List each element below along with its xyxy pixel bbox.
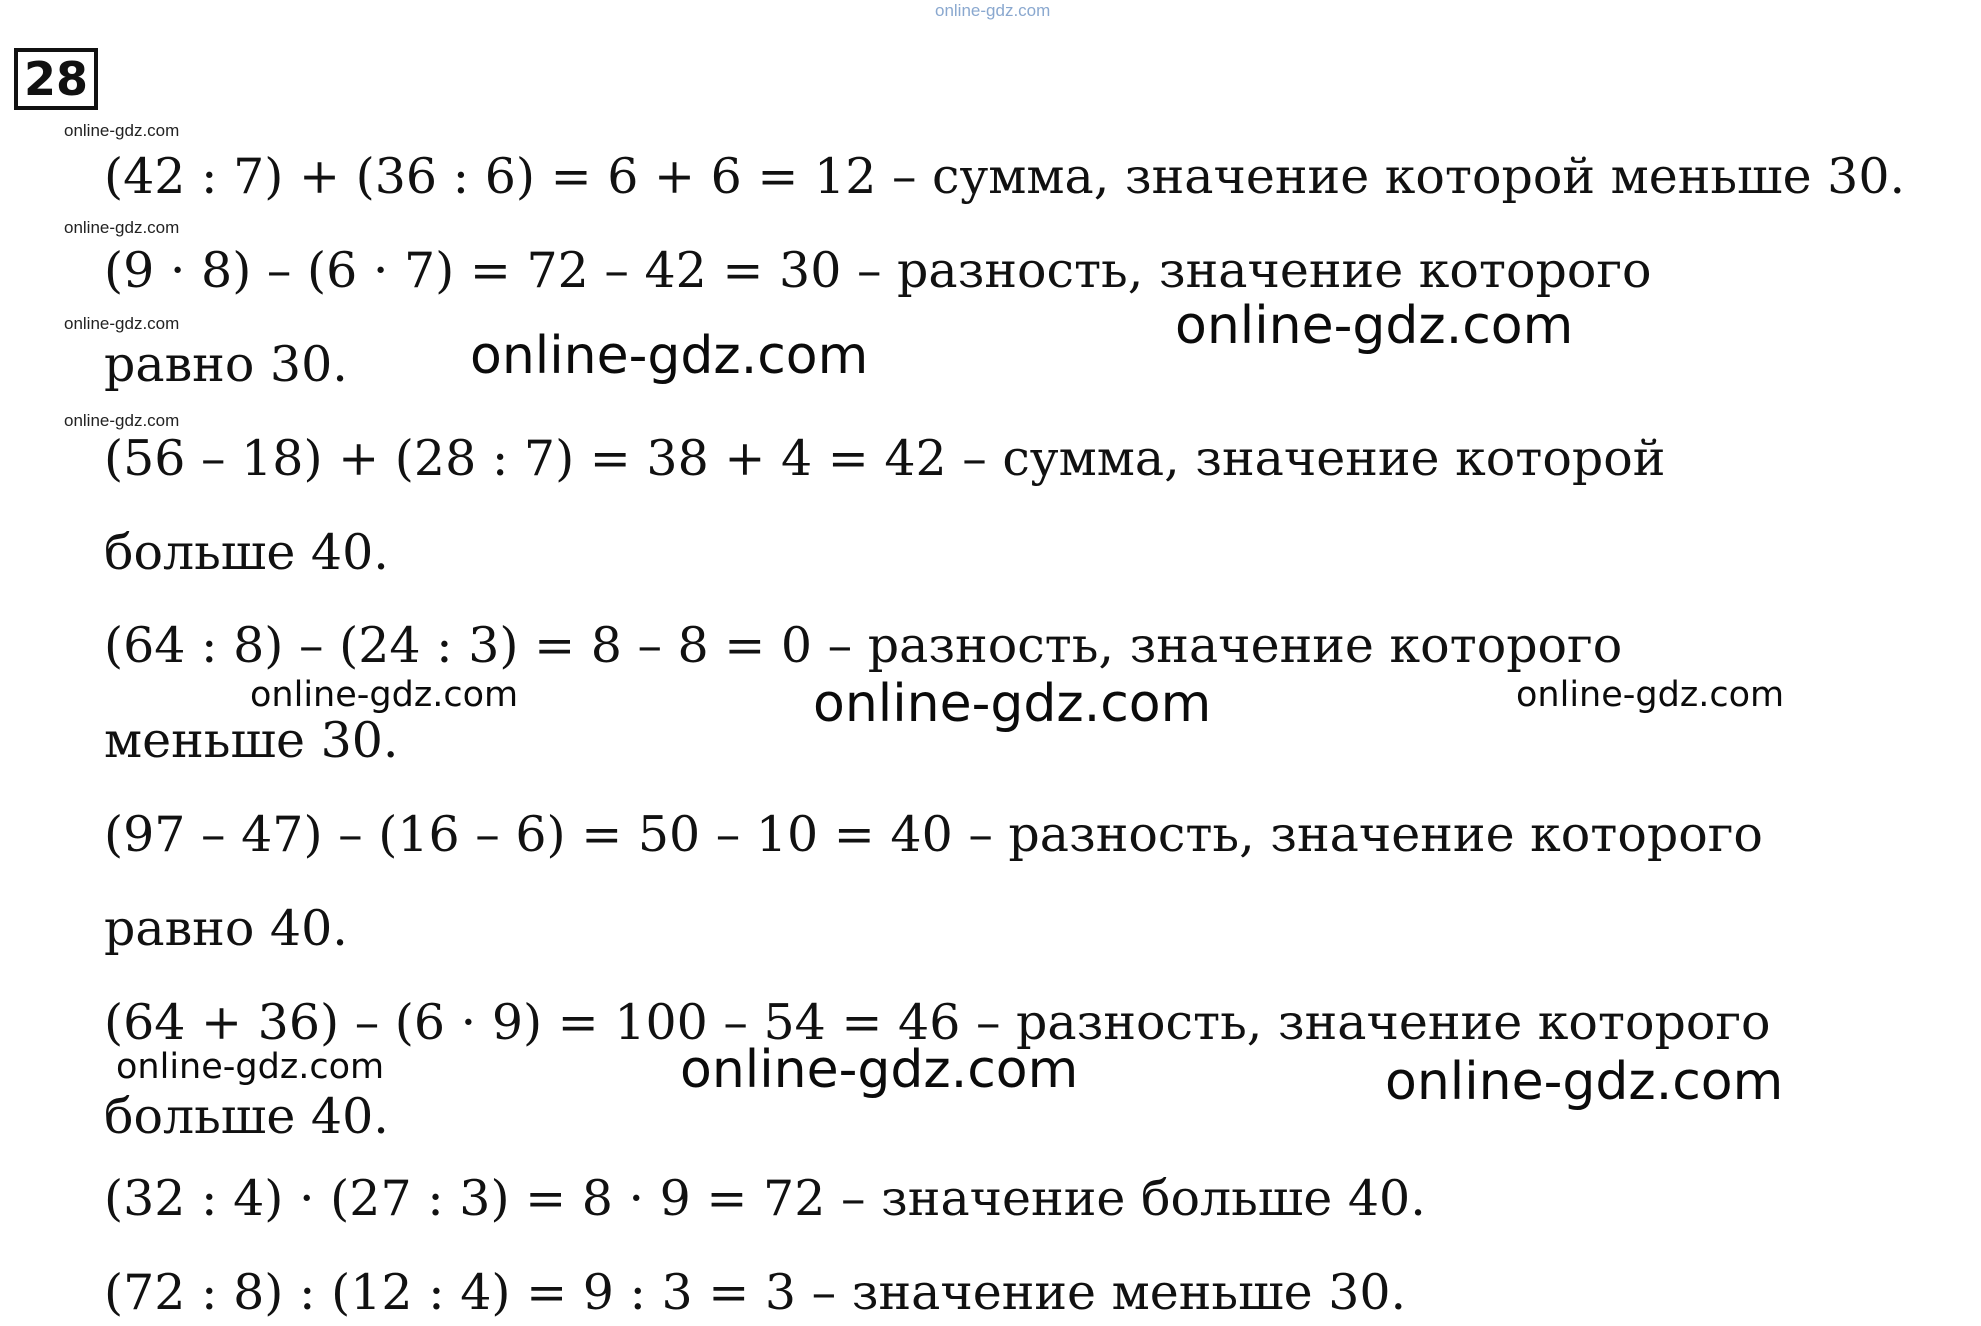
solution-line-6: (64 : 8) – (24 : 3) = 8 – 8 = 0 – разность, значение которого (104, 617, 1623, 674)
solution-line-8: (97 – 47) – (16 – 6) = 50 – 10 = 40 – разность, значение которого (104, 806, 1763, 863)
solution-line-13: (72 : 8) : (12 : 4) = 9 : 3 = 3 – значение меньше 30. (104, 1264, 1407, 1321)
solution-line-5: больше 40. (104, 524, 389, 581)
watermark-large-5: online-gdz.com (1385, 1052, 1784, 1112)
solution-line-1: (42 : 7) + (36 : 6) = 6 + 6 = 12 – сумма, значение которой меньше 30. (104, 148, 1906, 205)
small-watermark-2: online-gdz.com (64, 218, 180, 237)
watermark-large-1: online-gdz.com (1175, 296, 1574, 356)
solution-line-4: (56 – 18) + (28 : 7) = 38 + 4 = 42 – сумма, значение которой (104, 430, 1666, 487)
solution-line-12: (32 : 4) · (27 : 3) = 8 · 9 = 72 – значение больше 40. (104, 1170, 1426, 1227)
solution-line-9: равно 40. (104, 900, 348, 957)
watermark-large-4: online-gdz.com (680, 1040, 1079, 1100)
watermark-medium-1: online-gdz.com (250, 675, 519, 715)
solution-line-11: больше 40. (104, 1088, 389, 1145)
watermark-large-3: online-gdz.com (813, 674, 1212, 734)
small-watermark-4: online-gdz.com (64, 411, 180, 430)
small-watermark-1: online-gdz.com (64, 121, 180, 140)
watermark-medium-2: online-gdz.com (1516, 675, 1785, 715)
solution-line-7: меньше 30. (104, 712, 399, 769)
watermark-medium-3: online-gdz.com (116, 1047, 385, 1087)
task-number: 28 (14, 48, 98, 110)
top-watermark: online-gdz.com (935, 1, 1051, 20)
small-watermark-3: online-gdz.com (64, 314, 180, 333)
watermark-large-2: online-gdz.com (470, 326, 869, 386)
solution-line-3: равно 30. (104, 336, 348, 393)
solution-line-10: (64 + 36) – (6 · 9) = 100 – 54 = 46 – разность, значение которого (104, 994, 1771, 1051)
solution-line-2: (9 · 8) – (6 · 7) = 72 – 42 = 30 – разность, значение которого (104, 242, 1652, 299)
